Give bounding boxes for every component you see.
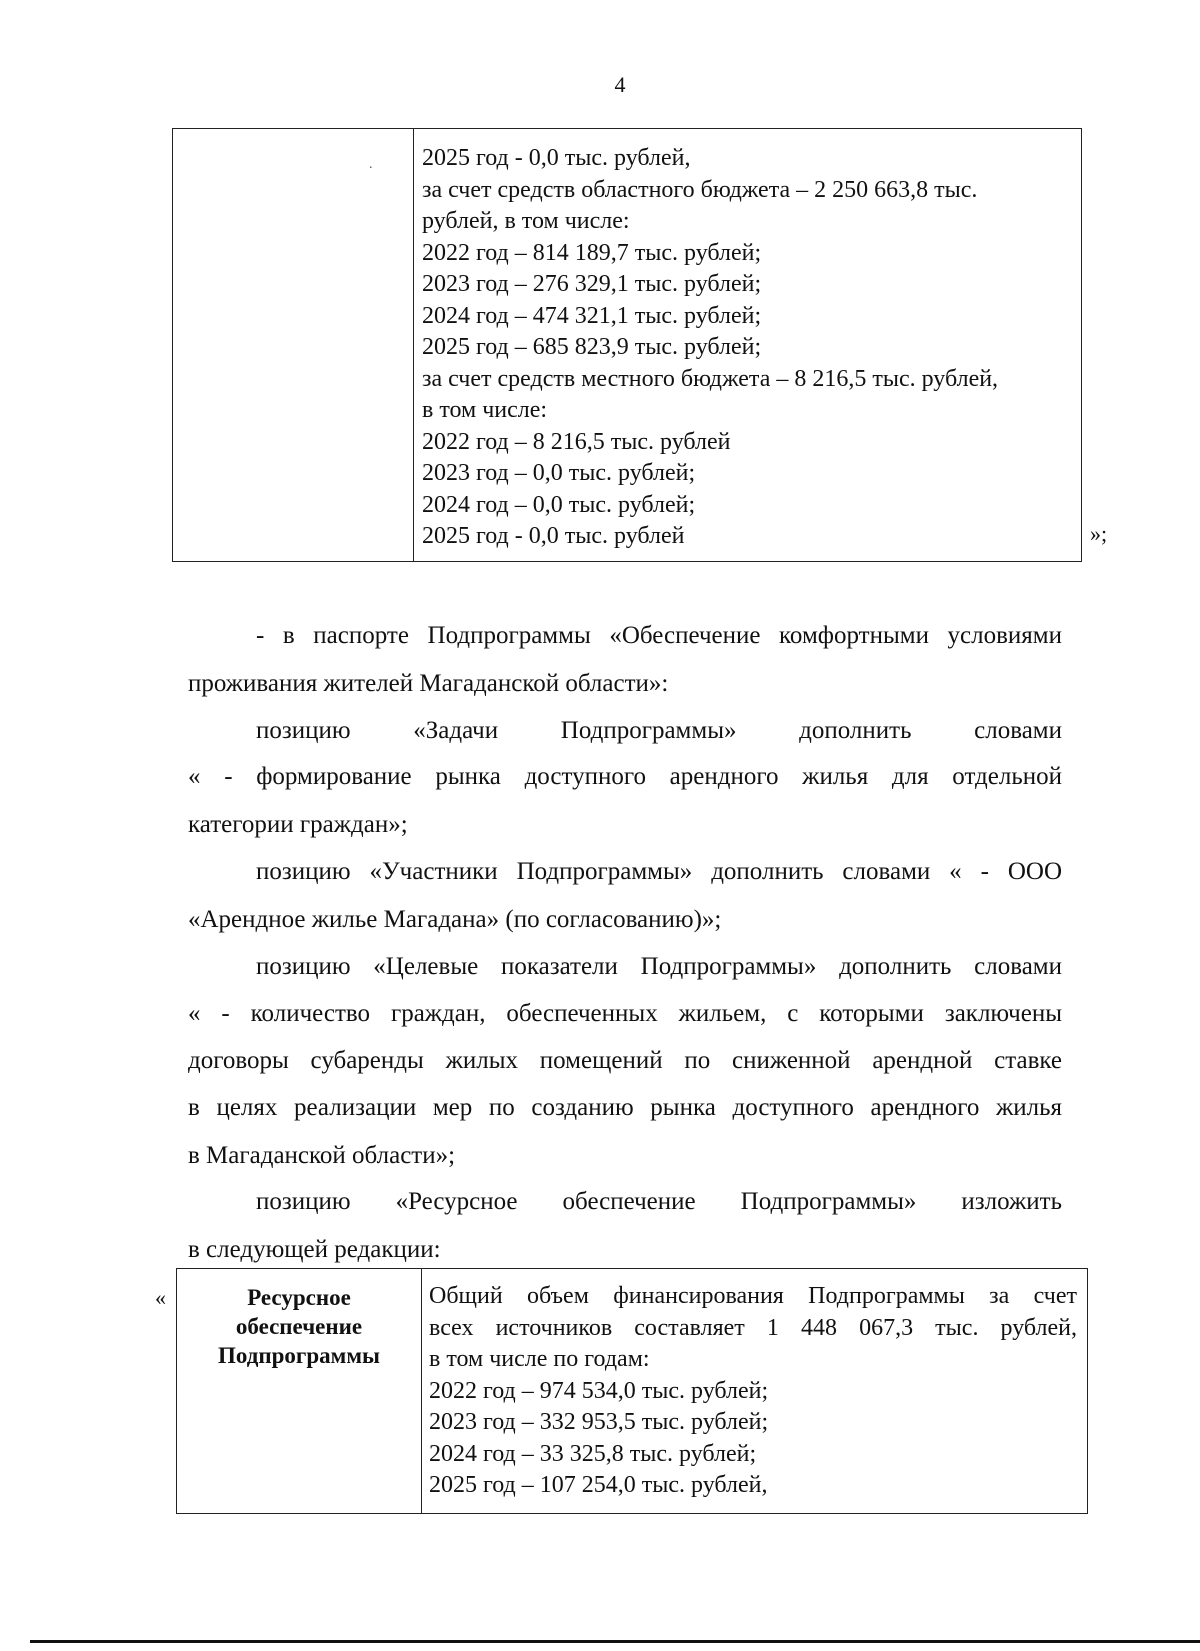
closing-quote: »; [1090,521,1108,546]
text-line: в том числе по годам: [429,1346,650,1372]
cell-line: за счет средств местного бюджета – 8 216,5 тыс. рублей, [422,365,999,392]
cell-line: 2024 год – 0,0 тыс. рублей; [422,491,696,518]
label-line: обеспечение [235,1314,363,1339]
cell-line: 2022 год – 814 189,7 тыс. рублей; [422,239,762,266]
text-line: всех источников составляет 1 448 067,3 тыс. рублей, [429,1314,1077,1341]
paragraph-tasks-line2: « - формирование рынка доступного арендного жилья для отдельной [188,763,1062,790]
paragraph-tasks-line3: категории граждан»; [188,811,408,838]
resource-provision-text [429,1281,1077,1502]
table-column-divider [413,129,414,561]
paragraph-resources-line2: в следующей редакции: [188,1236,441,1263]
resource-provision-label [177,1283,421,1370]
paragraph-indicators-line5: в Магаданской области»; [188,1142,456,1169]
paragraph-passport-line1: - в паспорте Подпрограммы «Обеспечение комфортными условиями [256,622,1062,649]
cell-line: 2025 год - 0,0 тыс. рублей [422,523,685,549]
paragraph-indicators-line4: в целях реализации мер по созданию рынка доступного арендного жилья [188,1094,1062,1121]
label-line: Ресурсное [247,1285,351,1310]
text-line: 2025 год – 107 254,0 тыс. рублей, [429,1472,768,1498]
paragraph-indicators-line2: « - количество граждан, обеспеченных жильем, с которыми заключены [188,1000,1062,1027]
label-line: Подпрограммы [218,1343,380,1368]
paragraph-indicators-line3: договоры субаренды жилых помещений по сниженной арендной ставке [188,1047,1062,1074]
stray-mark: . [369,157,373,172]
cell-line: в том числе: [422,397,548,423]
financing-table-continued [172,128,1082,562]
paragraph-resources-line1: позицию «Ресурсное обеспечение Подпрограммы» изложить [256,1188,1062,1215]
text-line: 2023 год – 332 953,5 тыс. рублей; [429,1409,769,1435]
table-column-divider [421,1269,422,1513]
paragraph-tasks-line1: позицию «Задачи Подпрограммы» дополнить словами [256,717,1062,744]
paragraph-participants-line1: позицию «Участники Подпрограммы» дополнить словами « - ООО [256,858,1062,885]
cell-line: 2023 год – 276 329,1 тыс. рублей; [422,271,762,297]
text-line: 2022 год – 974 534,0 тыс. рублей; [429,1377,769,1404]
text-line: 2024 год – 33 325,8 тыс. рублей; [429,1440,757,1467]
paragraph-passport-line2: проживания жителей Магаданской области»: [188,670,669,697]
cell-line: рублей, в том числе: [422,208,630,234]
opening-quote: « [155,1285,166,1310]
cell-line: 2022 год – 8 216,5 тыс. рублей [422,428,731,455]
financing-details-cell [422,143,998,553]
cell-line: 2024 год – 474 321,1 тыс. рублей; [422,302,762,329]
text-line: Общий объем финансирования Подпрограммы за счет [429,1283,1077,1309]
cell-line: 2025 год - 0,0 тыс. рублей, [422,145,691,171]
resource-provision-table [176,1268,1088,1514]
cell-line: 2023 год – 0,0 тыс. рублей; [422,460,696,486]
cell-line: 2025 год – 685 823,9 тыс. рублей; [422,334,762,360]
paragraph-indicators-line1: позицию «Целевые показатели Подпрограммы» дополнить словами [256,953,1062,980]
page-number: 4 [614,72,626,97]
cell-line: за счет средств областного бюджета – 2 250 663,8 тыс. [422,176,978,203]
bottom-scan-border [30,1640,1200,1643]
paragraph-participants-line2: «Арендное жилье Магадана» (по согласованию)»; [188,906,722,933]
